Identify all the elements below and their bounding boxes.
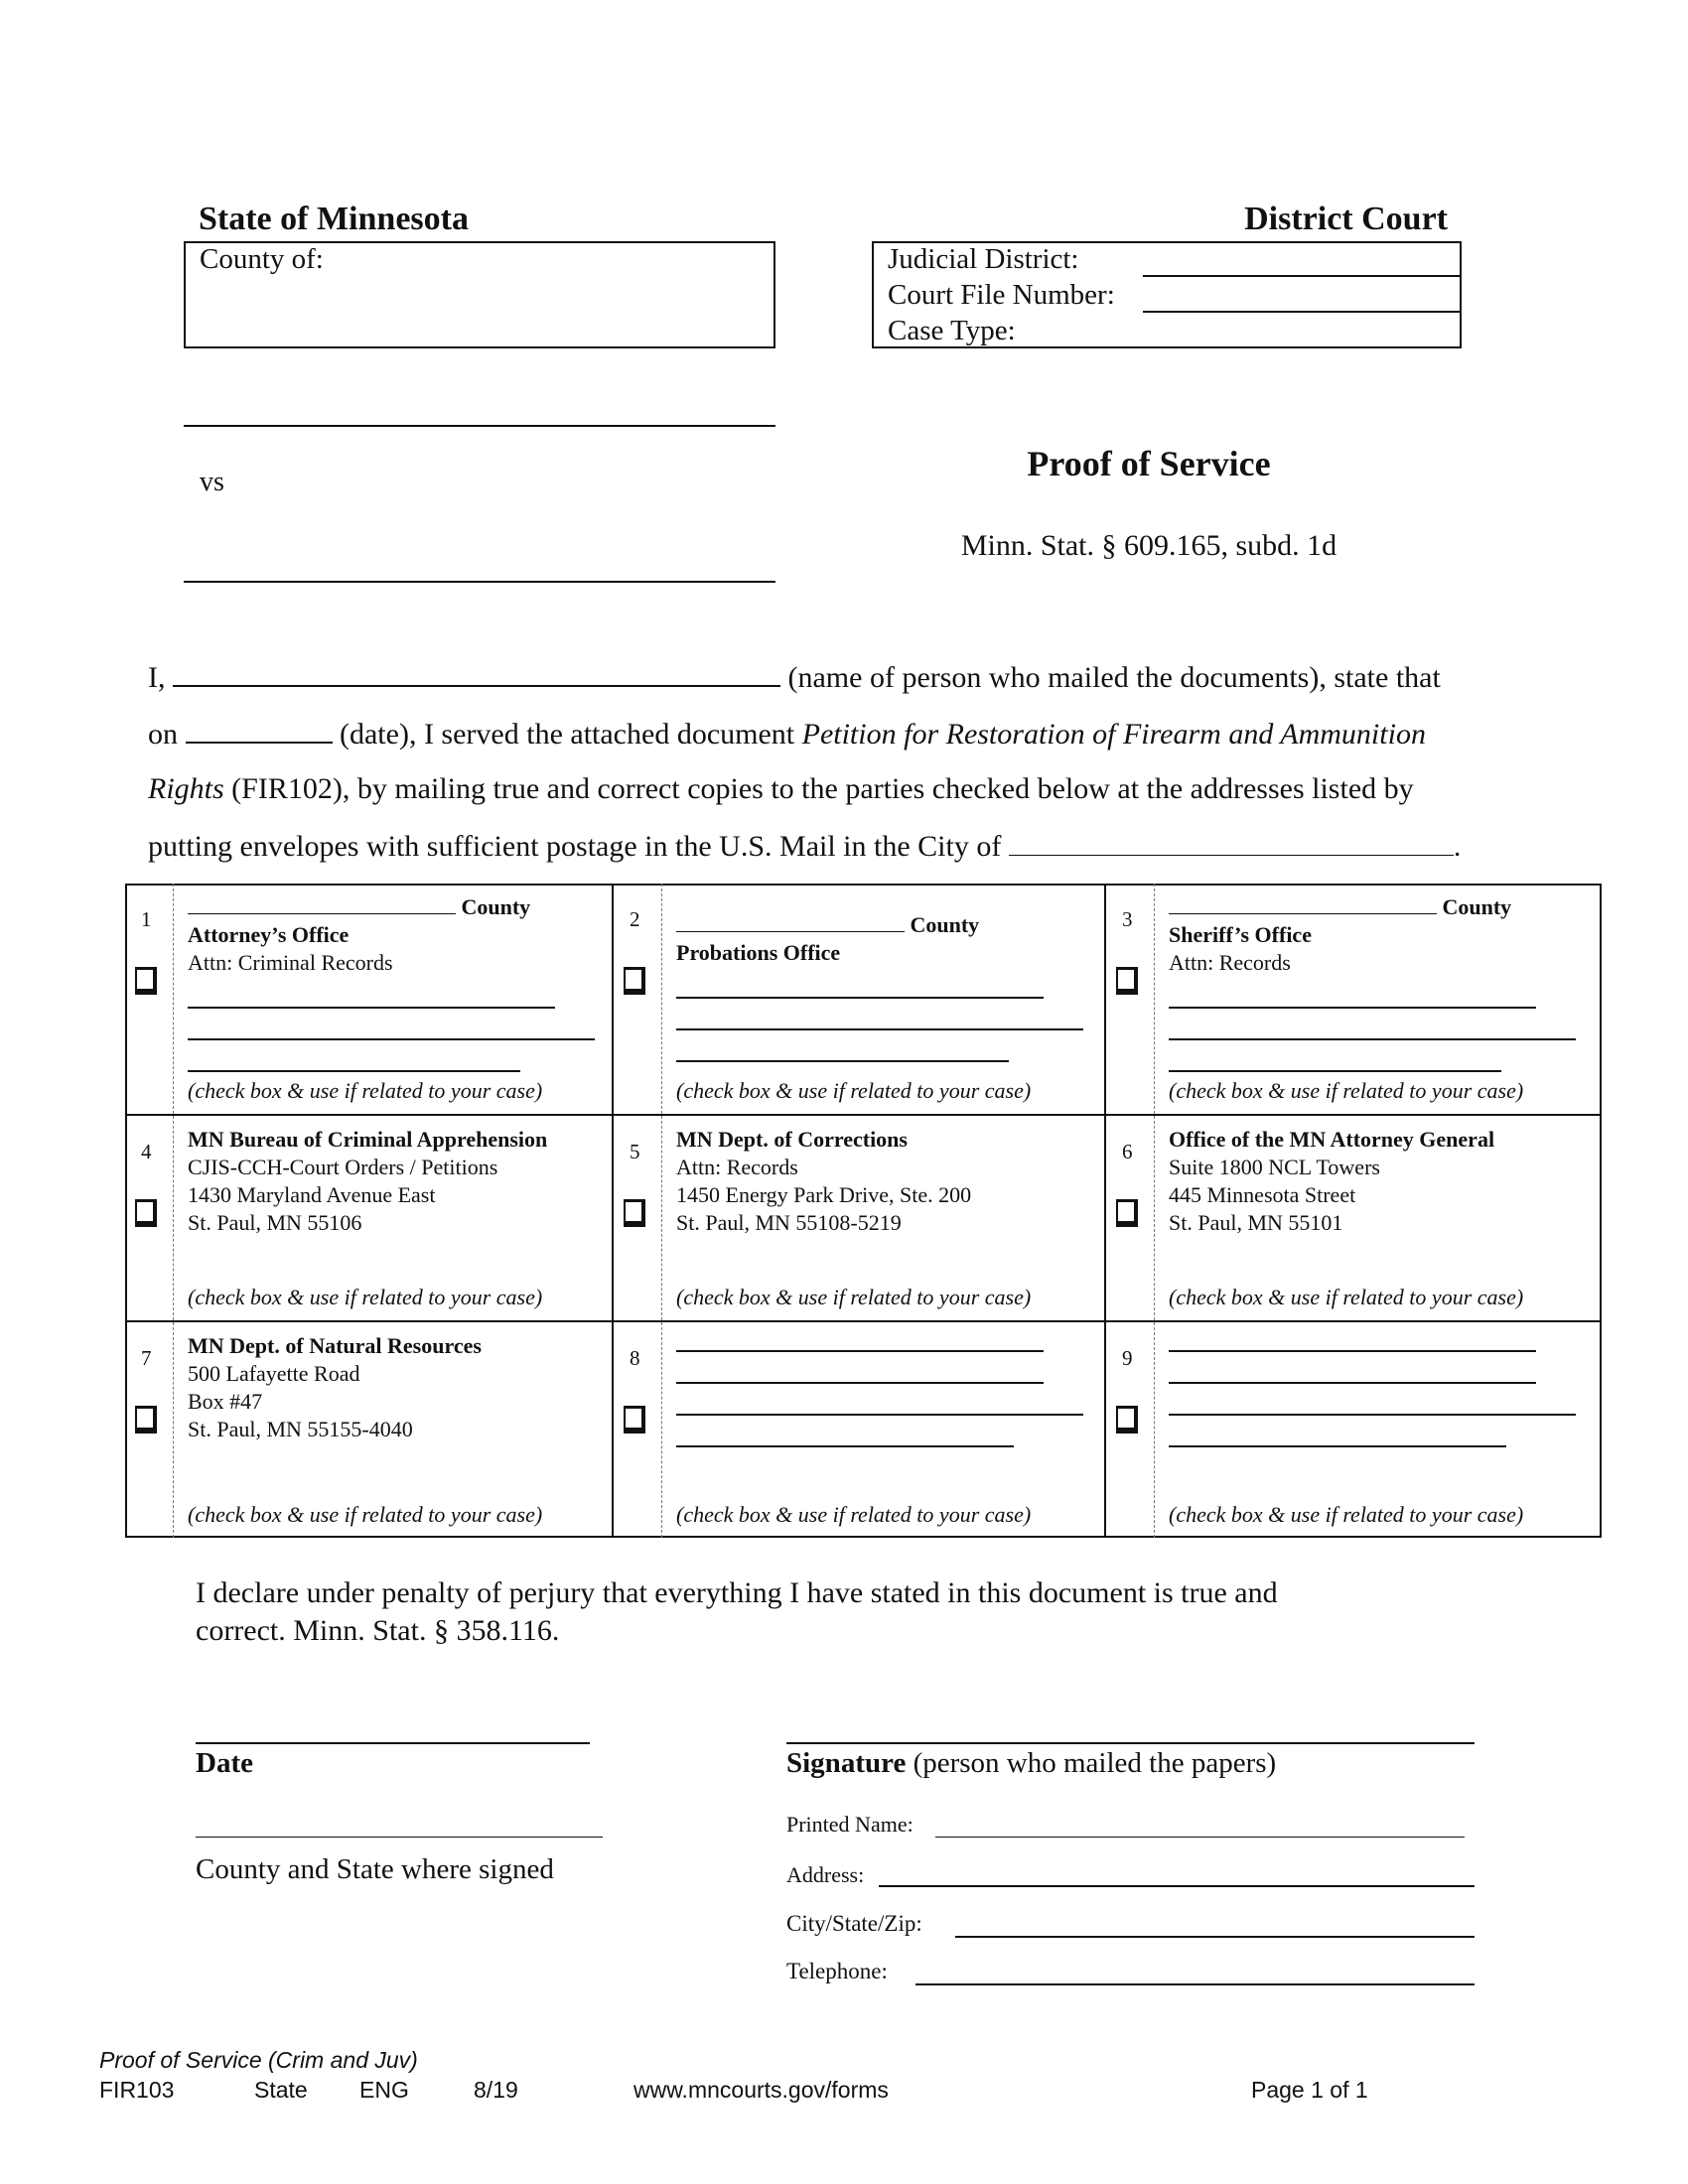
party-number: 8 <box>630 1346 640 1370</box>
party-cell-1 <box>125 884 614 1116</box>
party-name: MN Dept. of Corrections <box>676 1127 908 1152</box>
address-blank-line[interactable] <box>1169 1038 1576 1040</box>
address-blank-line[interactable] <box>1169 1350 1536 1352</box>
party-checkbox[interactable] <box>624 1199 645 1227</box>
service-date-field[interactable] <box>186 716 333 744</box>
party-cell-7 <box>125 1322 614 1538</box>
party-address <box>1169 1126 1588 1237</box>
city-state-zip-field[interactable] <box>955 1936 1475 1938</box>
city-state-zip-label: City/State/Zip: <box>786 1911 922 1936</box>
signature-line[interactable] <box>786 1742 1475 1744</box>
address-line: CJIS-CCH-Court Orders / Petitions <box>188 1155 498 1179</box>
instruction-note: (check box & use if related to your case) <box>188 1078 543 1103</box>
statement-line-2 <box>148 716 1426 751</box>
court-file-label: Court File Number: <box>888 279 1115 311</box>
party-cell-3 <box>1106 884 1602 1116</box>
date-hint: (date), I served the attached document <box>340 718 795 751</box>
party-checkbox[interactable] <box>624 967 645 995</box>
cell-divider <box>661 1322 662 1538</box>
address-line: Suite 1800 NCL Towers <box>1169 1155 1380 1179</box>
defendant-line[interactable] <box>184 581 775 583</box>
on-label: on <box>148 718 178 751</box>
plaintiff-line[interactable] <box>184 425 775 427</box>
telephone-label: Telephone: <box>786 1959 888 1983</box>
parties-table <box>125 884 1602 1538</box>
form-title: Proof of Service <box>1027 444 1271 483</box>
address-blank-line[interactable] <box>676 997 1044 999</box>
county-row <box>1169 893 1588 921</box>
party-checkbox[interactable] <box>1116 1406 1138 1433</box>
address-line: Attn: Criminal Records <box>188 950 393 975</box>
address-line: Attn: Records <box>676 1155 798 1179</box>
document-title-cont: Rights <box>148 772 224 805</box>
party-address <box>1169 1332 1588 1447</box>
party-number: 1 <box>141 907 152 931</box>
footer-date: 8/19 <box>474 2077 518 2103</box>
city-field[interactable] <box>1009 829 1454 856</box>
mailer-name-field[interactable] <box>173 659 780 687</box>
footer-form-id: FIR103 <box>99 2077 175 2103</box>
party-number: 6 <box>1122 1140 1133 1163</box>
footer-title: Proof of Service (Crim and Juv) <box>99 2047 418 2073</box>
party-address <box>188 893 598 1072</box>
address-blank-line[interactable] <box>676 1350 1044 1352</box>
case-info-box <box>872 241 1462 348</box>
party-number: 2 <box>630 907 640 931</box>
address-line: 1450 Energy Park Drive, Ste. 200 <box>676 1182 972 1207</box>
declaration-line-2: correct. Minn. Stat. § 358.116. <box>196 1614 560 1647</box>
cell-divider <box>661 1116 662 1320</box>
address-blank-line[interactable] <box>676 1028 1083 1030</box>
instruction-note: (check box & use if related to your case) <box>1169 1285 1524 1309</box>
county-state-line[interactable] <box>196 1837 603 1838</box>
instruction-note: (check box & use if related to your case) <box>676 1502 1032 1527</box>
case-type-label: Case Type: <box>888 315 1016 346</box>
address-blank-line[interactable] <box>1169 1414 1576 1416</box>
address-blank-line[interactable] <box>676 1060 1009 1062</box>
party-name: Sheriff’s Office <box>1169 922 1312 947</box>
party-number: 4 <box>141 1140 152 1163</box>
party-checkbox[interactable] <box>135 1406 157 1433</box>
party-cell-5 <box>614 1116 1106 1322</box>
county-state-label: County and State where signed <box>196 1853 554 1885</box>
party-name: Office of the MN Attorney General <box>1169 1127 1495 1152</box>
statement-text: (FIR102), by mailing true and correct copies to the parties checked below at the addresses listed by <box>231 772 1414 805</box>
county-name-field[interactable] <box>188 895 456 914</box>
date-label: Date <box>196 1747 253 1779</box>
county-box[interactable] <box>184 241 775 348</box>
judicial-district-label: Judicial District: <box>888 243 1079 275</box>
party-number: 9 <box>1122 1346 1133 1370</box>
signature-label: Signature <box>786 1747 907 1779</box>
address-blank-line[interactable] <box>188 1070 520 1072</box>
instruction-note: (check box & use if related to your case) <box>1169 1078 1524 1103</box>
instruction-note: (check box & use if related to your case) <box>676 1078 1032 1103</box>
statute-ref: Minn. Stat. § 609.165, subd. 1d <box>960 529 1337 562</box>
party-name: Probations Office <box>676 940 841 965</box>
address-line: Box #47 <box>188 1389 263 1414</box>
cell-divider <box>1154 1116 1155 1320</box>
party-checkbox[interactable] <box>135 967 157 995</box>
party-address <box>1169 893 1588 1072</box>
address-blank-line[interactable] <box>1169 1070 1501 1072</box>
party-cell-9 <box>1106 1322 1602 1538</box>
county-name-field[interactable] <box>1169 895 1437 914</box>
statement-line-4 <box>148 829 1461 864</box>
address-blank-line[interactable] <box>188 1007 555 1009</box>
signature-hint: (person who mailed the papers) <box>913 1747 1277 1779</box>
county-label: County <box>461 894 531 919</box>
footer-language: ENG <box>359 2077 409 2103</box>
address-line: 500 Lafayette Road <box>188 1361 360 1386</box>
i-label: I, <box>148 661 166 694</box>
statement-line-3 <box>148 772 1414 806</box>
party-number: 5 <box>630 1140 640 1163</box>
telephone-field[interactable] <box>915 1983 1475 1985</box>
cell-divider <box>1154 884 1155 1114</box>
party-cell-4 <box>125 1116 614 1322</box>
declaration-line-1: I declare under penalty of perjury that everything I have stated in this document is true and <box>196 1576 1278 1609</box>
period: . <box>1453 830 1462 863</box>
party-checkbox[interactable] <box>1116 1199 1138 1227</box>
cell-divider <box>1154 1322 1155 1538</box>
address-blank-line[interactable] <box>188 1038 595 1040</box>
address-blank-line[interactable] <box>1169 1382 1536 1384</box>
party-cell-8 <box>614 1322 1106 1538</box>
party-address <box>188 1126 598 1237</box>
county-row <box>188 893 598 921</box>
address-label: Address: <box>786 1862 865 1887</box>
party-address <box>676 893 1090 1062</box>
cell-divider <box>173 1322 174 1538</box>
party-cell-2 <box>614 884 1106 1116</box>
county-row <box>676 911 1090 939</box>
footer-type: State <box>254 2077 308 2103</box>
instruction-note: (check box & use if related to your case) <box>188 1502 543 1527</box>
printed-name-field[interactable] <box>935 1837 1465 1838</box>
address-blank-line[interactable] <box>676 1382 1044 1384</box>
address-blank-line[interactable] <box>1169 1445 1506 1447</box>
signature-caption <box>786 1747 1276 1780</box>
court-file-field[interactable] <box>1143 311 1460 313</box>
county-label: County <box>1442 894 1512 919</box>
address-blank-line[interactable] <box>676 1445 1014 1447</box>
party-cell-6 <box>1106 1116 1602 1322</box>
date-line[interactable] <box>196 1742 590 1744</box>
court-heading: District Court <box>1244 201 1448 237</box>
address-line: Attn: Records <box>1169 950 1291 975</box>
address-blank-line[interactable] <box>1169 1007 1536 1009</box>
party-number: 3 <box>1122 907 1133 931</box>
party-name: Attorney’s Office <box>188 922 350 947</box>
address-line: 1430 Maryland Avenue East <box>188 1182 436 1207</box>
party-name: MN Bureau of Criminal Apprehension <box>188 1127 548 1152</box>
party-name: MN Dept. of Natural Resources <box>188 1333 482 1358</box>
footer-url[interactable]: www.mncourts.gov/forms <box>633 2077 889 2103</box>
instruction-note: (check box & use if related to your case) <box>188 1285 543 1309</box>
party-checkbox[interactable] <box>624 1406 645 1433</box>
document-title: Petition for Restoration of Firearm and Ammunition <box>801 718 1426 751</box>
statement-text: putting envelopes with sufficient postage in the U.S. Mail in the City of <box>148 830 1002 863</box>
party-number: 7 <box>141 1346 152 1370</box>
address-field[interactable] <box>879 1885 1475 1887</box>
party-checkbox[interactable] <box>1116 967 1138 995</box>
address-line: St. Paul, MN 55106 <box>188 1210 362 1235</box>
county-name-field[interactable] <box>676 913 905 932</box>
party-address <box>676 1126 1090 1237</box>
name-hint: (name of person who mailed the documents), state that <box>787 661 1441 694</box>
county-label: County of: <box>200 243 324 275</box>
address-line: St. Paul, MN 55108-5219 <box>676 1210 902 1235</box>
address-line: 445 Minnesota Street <box>1169 1182 1356 1207</box>
footer-page: Page 1 of 1 <box>1251 2077 1368 2103</box>
judicial-district-field[interactable] <box>1143 275 1460 277</box>
address-line: St. Paul, MN 55155-4040 <box>188 1417 413 1441</box>
cell-divider <box>173 884 174 1114</box>
state-heading: State of Minnesota <box>199 201 469 237</box>
vs-label: vs <box>200 467 224 497</box>
party-address <box>676 1332 1090 1447</box>
county-label: County <box>910 912 980 937</box>
cell-divider <box>661 884 662 1114</box>
party-checkbox[interactable] <box>135 1199 157 1227</box>
address-line: St. Paul, MN 55101 <box>1169 1210 1343 1235</box>
statement-line-1 <box>148 659 1441 695</box>
party-address <box>188 1332 598 1443</box>
cell-divider <box>173 1116 174 1320</box>
address-blank-line[interactable] <box>676 1414 1083 1416</box>
instruction-note: (check box & use if related to your case) <box>676 1285 1032 1309</box>
instruction-note: (check box & use if related to your case) <box>1169 1502 1524 1527</box>
printed-name-label: Printed Name: <box>786 1812 914 1837</box>
